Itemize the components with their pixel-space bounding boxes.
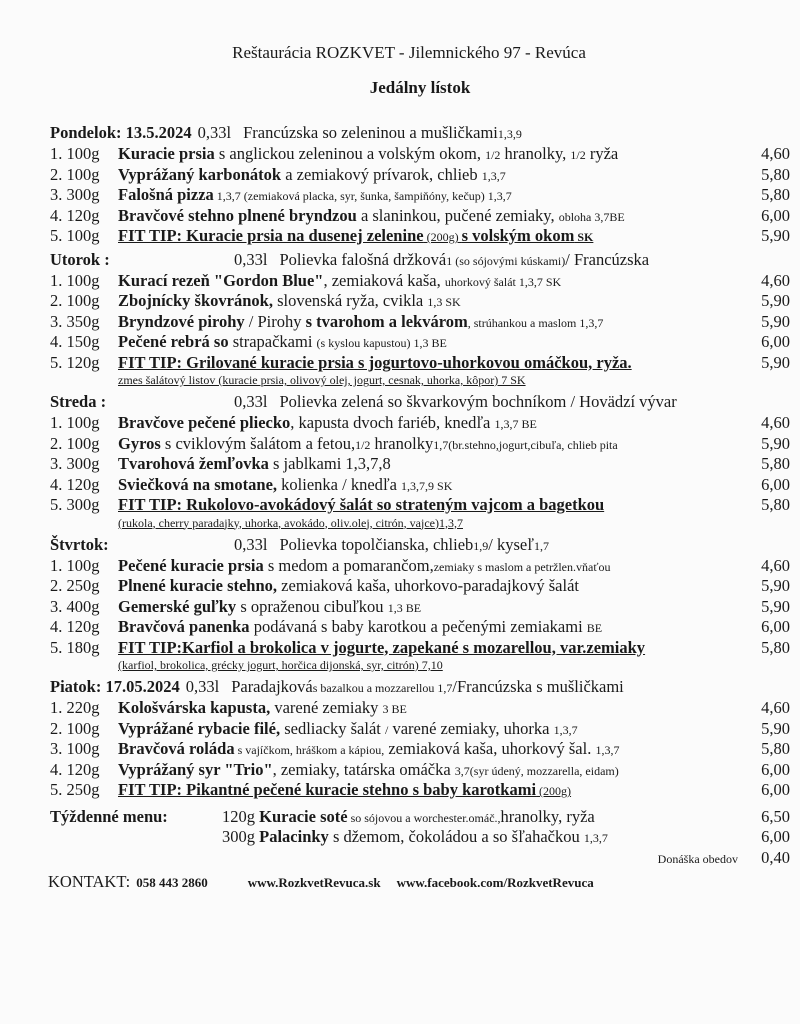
item-portion: 1. 220g — [50, 698, 100, 717]
fit-tip-item — [50, 495, 790, 516]
item-name: FIT TIP: Rukolovo-avokádový šalát so strateným vajcom a bagetkou — [118, 495, 605, 514]
item-note: 3 BE — [382, 702, 407, 716]
menu-item — [50, 413, 790, 434]
fit-tip-item — [50, 638, 790, 659]
item-portion: 5. 120g — [50, 352, 100, 372]
menu-item — [50, 719, 790, 740]
item-price: 4,60 — [761, 555, 790, 575]
item-note: 1,3 BE — [387, 600, 422, 615]
soup-allergens: 1,9 — [473, 538, 489, 553]
item-name: Sviečková na smotane, — [118, 474, 278, 494]
item-price: 6,00 — [761, 617, 790, 636]
item-description — [118, 739, 734, 759]
item-portion: 5. 180g — [50, 637, 100, 657]
item-name: Bravčová panenka — [118, 617, 250, 636]
item-description — [222, 807, 734, 827]
soup-alternative: / kyseľ — [488, 534, 534, 554]
weekly-menu — [50, 807, 790, 868]
item-portion: 1. 100g — [50, 144, 100, 163]
soup-name: Francúzska so zeleninou a mušličkami — [243, 123, 498, 142]
item-price: 6,00 — [761, 205, 790, 225]
item-price: 6,00 — [761, 759, 790, 779]
soup-volume: 0,33l — [185, 677, 220, 696]
item-note: / — [385, 722, 389, 737]
soup-allergens: 1,3,9 — [497, 127, 522, 141]
day-label: Piatok: 17.05.2024 — [50, 677, 180, 696]
item-description — [118, 165, 734, 185]
menu-item — [50, 144, 790, 165]
soup-volume: 0,33l — [234, 392, 268, 411]
item-price: 6,00 — [761, 332, 790, 351]
item-price: 4,60 — [761, 144, 790, 163]
ingredients-text: (karfiol, brokolica, grécky jogurt, horčica dijonská, syr, citrón) 7,10 — [118, 658, 443, 672]
item-note: 1,3,7 — [481, 168, 506, 183]
item-portion: 4. 120g — [50, 205, 100, 225]
item-desc-cont: hranolky — [370, 433, 434, 453]
item-price: 5,90 — [761, 311, 790, 331]
restaurant-header: Reštaurácia ROZKVET - Jilemnického 97 - Revúca — [232, 43, 586, 62]
item-portion: 3. 400g — [50, 596, 100, 616]
item-note: obloha 3,7BE — [558, 209, 625, 224]
item-desc: zemiaková kaša, uhorkový šal. — [384, 739, 596, 758]
ingredients-text: zmes šalátový listov (kuracie prsia, olivový olej, jogurt, cesnak, uhorka, kôpor) 7 SK — [118, 373, 526, 387]
item-desc: slovenská ryža, cvikla — [272, 291, 428, 310]
item-description — [118, 495, 734, 515]
item-description — [118, 226, 734, 246]
menu-item — [50, 165, 790, 186]
delivery-row — [50, 848, 790, 868]
item-price: 5,80 — [761, 637, 790, 657]
item-ingredients — [50, 373, 790, 389]
item-allergens: 1,3,7 — [553, 722, 578, 737]
item-portion: 4. 120g — [50, 617, 100, 636]
item-weight: 120g — [222, 806, 260, 826]
item-description — [118, 760, 734, 780]
item-name: Pečené kuracie prsia — [118, 555, 264, 575]
item-allergens: 1,3,7 — [595, 743, 620, 757]
menu-item — [50, 576, 790, 597]
menu-body — [50, 123, 790, 892]
item-portion: 4. 120g — [50, 759, 100, 779]
item-desc: a slaninkou, pučené zemiaky, — [356, 205, 559, 225]
item-portion: 2. 250g — [50, 576, 100, 595]
delivery-label: Donáška obedov — [657, 851, 738, 866]
item-name: Plnené kuracie stehno, — [118, 576, 278, 595]
item-desc: podávaná s baby karotkou a pečenými zemiakami — [249, 617, 587, 636]
item-price: 6,00 — [761, 827, 790, 846]
item-price: 5,80 — [761, 454, 790, 473]
item-portion: 3. 350g — [50, 311, 100, 331]
item-name: Vyprážaný syr "Trio" — [118, 759, 273, 779]
day-label: Štvrtok: — [50, 534, 109, 554]
day-header — [50, 392, 790, 413]
menu-item — [50, 698, 790, 719]
item-name: Kuracie prsia — [118, 144, 215, 163]
item-description — [118, 291, 734, 311]
day-tuesday — [50, 250, 790, 390]
item-ingredients — [50, 658, 790, 674]
item-name: Gyros — [118, 433, 161, 453]
day-label: Streda : — [50, 392, 107, 411]
item-price: 5,90 — [761, 291, 790, 310]
item-name: Bravčove pečené pliecko — [118, 413, 291, 432]
item-note: BE — [586, 621, 603, 635]
item-desc: varené zemiaky — [270, 698, 383, 717]
menu-item — [50, 556, 790, 577]
item-description — [118, 780, 734, 800]
item-portion: 1. 100g — [50, 270, 100, 290]
item-name: Vyprážané rybacie filé, — [118, 718, 281, 738]
item-name: Bryndzové pirohy — [118, 311, 245, 331]
item-portion: 3. 300g — [50, 454, 100, 473]
item-allergens: 1,3,7 — [583, 831, 608, 845]
contact-phone: 058 443 2860 — [136, 874, 208, 890]
item-ingredients — [50, 516, 790, 532]
item-name: Kuracie soté — [259, 806, 348, 826]
item-portion: 2. 100g — [50, 718, 100, 738]
item-description — [118, 413, 734, 433]
item-price: 6,00 — [761, 474, 790, 494]
item-portion: 3. 300g — [50, 185, 100, 204]
item-note: 1,3,7 (zemiaková placka, syr, šunka, šampiňóny, kečup) 1,3,7 — [213, 189, 512, 203]
soup-name: Paradajková — [231, 677, 313, 696]
item-note: 1/2 — [485, 148, 501, 162]
day-monday — [50, 123, 790, 247]
item-name: Palacinky — [259, 827, 329, 846]
soup-name: Polievka topolčianska, chlieb — [279, 534, 474, 554]
item-note: (s kyslou kapustou) 1,3 BE — [316, 336, 447, 350]
item-portion: 5. 300g — [50, 495, 100, 514]
day-header — [50, 123, 790, 144]
item-name: Bravčová roláda — [118, 739, 235, 758]
item-desc: hranolky, ryža — [500, 806, 595, 826]
contact-row — [48, 872, 790, 892]
item-allergens: 1/2 — [570, 148, 586, 162]
item-price: 4,60 — [761, 270, 790, 290]
item-portion: 2. 100g — [50, 291, 100, 310]
soup-allergens: 1 (so sójovými kúskami) — [446, 253, 566, 268]
day-thursday — [50, 535, 790, 675]
item-note: , strúhankou a maslom 1,3,7 — [467, 315, 604, 330]
item-note: uhorkový šalát 1,3,7 SK — [444, 274, 562, 289]
item-description — [118, 353, 734, 373]
item-price: 5,80 — [761, 164, 790, 184]
contact-label: KONTAKT: — [48, 871, 131, 891]
item-price: 5,90 — [761, 352, 790, 372]
item-desc: a zemiakový prívarok, chlieb — [281, 164, 482, 184]
item-price: 5,80 — [761, 495, 790, 514]
item-description — [118, 617, 734, 637]
item-name: Zbojnícky škovránok, — [118, 291, 273, 310]
item-name: Vyprážaný karbonátok — [118, 164, 282, 184]
item-name-cont: s volským okom — [461, 226, 575, 245]
item-price: 5,90 — [761, 576, 790, 595]
item-name: Gemerské guľky — [118, 596, 237, 616]
menu-item — [50, 332, 790, 353]
item-description — [118, 719, 734, 739]
item-desc: / Pirohy — [244, 311, 306, 331]
item-name: Kurací rezeň "Gordon Blue" — [118, 270, 324, 290]
item-price: 5,90 — [761, 226, 790, 245]
item-price: 5,90 — [761, 433, 790, 453]
menu-item — [50, 454, 790, 475]
item-portion: 4. 150g — [50, 332, 100, 351]
ingredients-text: (rukola, cherry paradajky, uhorka, avokádo, oliv.olej, citrón, vajce)1,3,7 — [118, 515, 463, 530]
facebook-link[interactable]: www.facebook.com/RozkvetRevuca — [396, 874, 594, 890]
soup-allergens: s bazalkou a mozzarellou 1,7 — [312, 681, 453, 695]
item-desc: s anglickou zeleninou a volským okom, — [214, 144, 486, 163]
item-portion: 5. 100g — [50, 226, 100, 245]
item-desc: , zemiaky, tatárska omáčka — [272, 759, 455, 779]
item-name: Falošná pizza — [118, 185, 214, 204]
item-weight: 300g — [222, 827, 260, 846]
item-name: Tvarohová žemľovka — [118, 454, 269, 473]
item-desc: kolienka / knedľa — [277, 474, 402, 494]
item-desc: sedliacky šalát — [280, 718, 385, 738]
item-description — [118, 144, 734, 164]
soup-volume: 0,33l — [234, 249, 268, 269]
menu-item — [50, 760, 790, 781]
item-desc: , zemiaková kaša, — [323, 270, 445, 290]
item-description — [118, 638, 734, 658]
item-price: 6,50 — [761, 806, 790, 826]
item-description — [118, 556, 734, 576]
menu-title: Jedálny lístok — [369, 78, 471, 97]
soup-alternative-allergens: 1,7 — [533, 538, 549, 553]
item-description — [118, 271, 734, 291]
item-portion: 5. 250g — [50, 780, 100, 799]
item-desc: s opraženou cibuľkou — [236, 596, 388, 616]
fit-tip-item — [50, 780, 790, 801]
item-description — [118, 312, 734, 332]
item-desc-cont: varené zemiaky, uhorka — [388, 718, 554, 738]
day-header — [50, 677, 790, 698]
item-note: so sójovou a worchester.omáč., — [347, 810, 501, 825]
item-desc: s medom a pomarančom, — [263, 555, 434, 575]
item-description — [118, 185, 734, 205]
item-note: s vajíčkom, hráškom a kápiou, — [234, 743, 385, 757]
item-note: zemiaky s maslom a petržlen.vňaťou — [433, 559, 611, 574]
item-description — [118, 434, 734, 454]
soup-alternative: / Francúzska — [565, 249, 650, 269]
item-name: Bravčové stehno plnené bryndzou — [118, 205, 357, 225]
day-label: Utorok : — [50, 249, 110, 269]
weekly-label: Týždenné menu: — [50, 806, 168, 826]
website-link[interactable]: www.RozkvetRevuca.sk — [247, 874, 381, 890]
item-note: 1,3,7,9 SK — [401, 478, 453, 493]
item-portion: 3. 100g — [50, 739, 100, 758]
menu-item — [50, 475, 790, 496]
soup-volume: 0,33l — [234, 534, 268, 554]
item-description — [118, 597, 734, 617]
item-description — [118, 698, 734, 718]
day-friday — [50, 677, 790, 801]
item-desc-end: ryža — [585, 144, 619, 163]
item-price: 6,00 — [761, 780, 790, 799]
soup-name: Polievka zelená so škvarkovým bochníkom / Hovädzí vývar — [279, 392, 677, 411]
item-desc: s cviklovým šalátom a fetou, — [160, 433, 356, 453]
item-note: (200g) — [423, 230, 462, 244]
item-portion: 1. 100g — [50, 555, 100, 575]
menu-item — [50, 271, 790, 292]
delivery-price: 0,40 — [761, 847, 790, 867]
item-desc: s jablkami 1,3,7,8 — [268, 454, 391, 473]
item-name: Pečené rebrá so — [118, 332, 229, 351]
item-portion: 4. 120g — [50, 474, 100, 494]
item-allergens: SK — [574, 230, 594, 244]
item-portion: 1. 100g — [50, 413, 100, 432]
item-note: (200g) — [536, 784, 572, 798]
item-price: 5,90 — [761, 596, 790, 616]
item-desc: , kapusta dvoch fariéb, knedľa — [290, 413, 495, 432]
item-name: Kološvárska kapusta, — [118, 698, 271, 717]
menu-item — [50, 291, 790, 312]
item-price: 4,60 — [761, 413, 790, 432]
item-price: 5,90 — [761, 718, 790, 738]
day-label: Pondelok: 13.5.2024 — [50, 123, 192, 142]
menu-item — [50, 312, 790, 333]
item-desc: s džemom, čokoládou a so šľahačkou — [328, 827, 584, 846]
day-header — [50, 250, 790, 271]
soup-volume: 0,33l — [197, 123, 232, 142]
weekly-item — [50, 827, 790, 848]
item-description — [118, 332, 734, 352]
item-portion: 2. 100g — [50, 433, 100, 453]
item-name: FIT TIP: Grilované kuracie prsia s jogurtovo-uhorkovou omáčkou, ryža. — [118, 352, 632, 372]
day-header — [50, 535, 790, 556]
menu-item — [50, 206, 790, 227]
day-wednesday — [50, 392, 790, 532]
item-name: FIT TIP: Pikantné pečené kuracie stehno s baby karotkami — [118, 780, 537, 799]
item-desc: zemiaková kaša, uhorkovo-paradajkový šalát — [277, 576, 579, 595]
menu-item — [50, 434, 790, 455]
item-description — [222, 827, 734, 847]
menu-item — [50, 185, 790, 206]
item-description — [118, 206, 734, 226]
item-note: 1,3,7 BE — [494, 417, 537, 431]
menu-item — [50, 739, 790, 760]
soup-name: Polievka falošná držková — [279, 249, 447, 269]
item-desc: strapačkami — [228, 332, 317, 351]
menu-item — [50, 617, 790, 638]
item-portion: 2. 100g — [50, 164, 100, 184]
fit-tip-item — [50, 353, 790, 374]
item-name: FIT TIP:Karfiol a brokolica v jogurte, zapekané s mozarellou, var.zemiaky — [118, 637, 646, 657]
menu-item — [50, 597, 790, 618]
item-note: 3,7(syr údený, mozzarella, eidam) — [454, 763, 619, 778]
item-note: 1/2 — [355, 437, 371, 452]
item-price: 5,80 — [761, 739, 790, 758]
item-allergens: 1,7(br.stehno,jogurt,cibuľa, chlieb pita — [433, 437, 618, 452]
item-description — [118, 576, 734, 596]
fit-tip-item — [50, 226, 790, 247]
soup-alternative: /Francúzska s mušličkami — [452, 677, 624, 696]
item-description — [118, 454, 734, 474]
item-price: 5,80 — [761, 185, 790, 204]
item-name-cont: s tvarohom a lekvárom — [305, 311, 468, 331]
item-price: 4,60 — [761, 698, 790, 717]
weekly-item — [50, 807, 790, 828]
item-name: FIT TIP: Kuracie prsia na dusenej zelenine — [118, 226, 424, 245]
item-description — [118, 475, 734, 495]
item-note: 1,3 SK — [427, 295, 461, 309]
item-desc-cont: hranolky, — [500, 144, 571, 163]
